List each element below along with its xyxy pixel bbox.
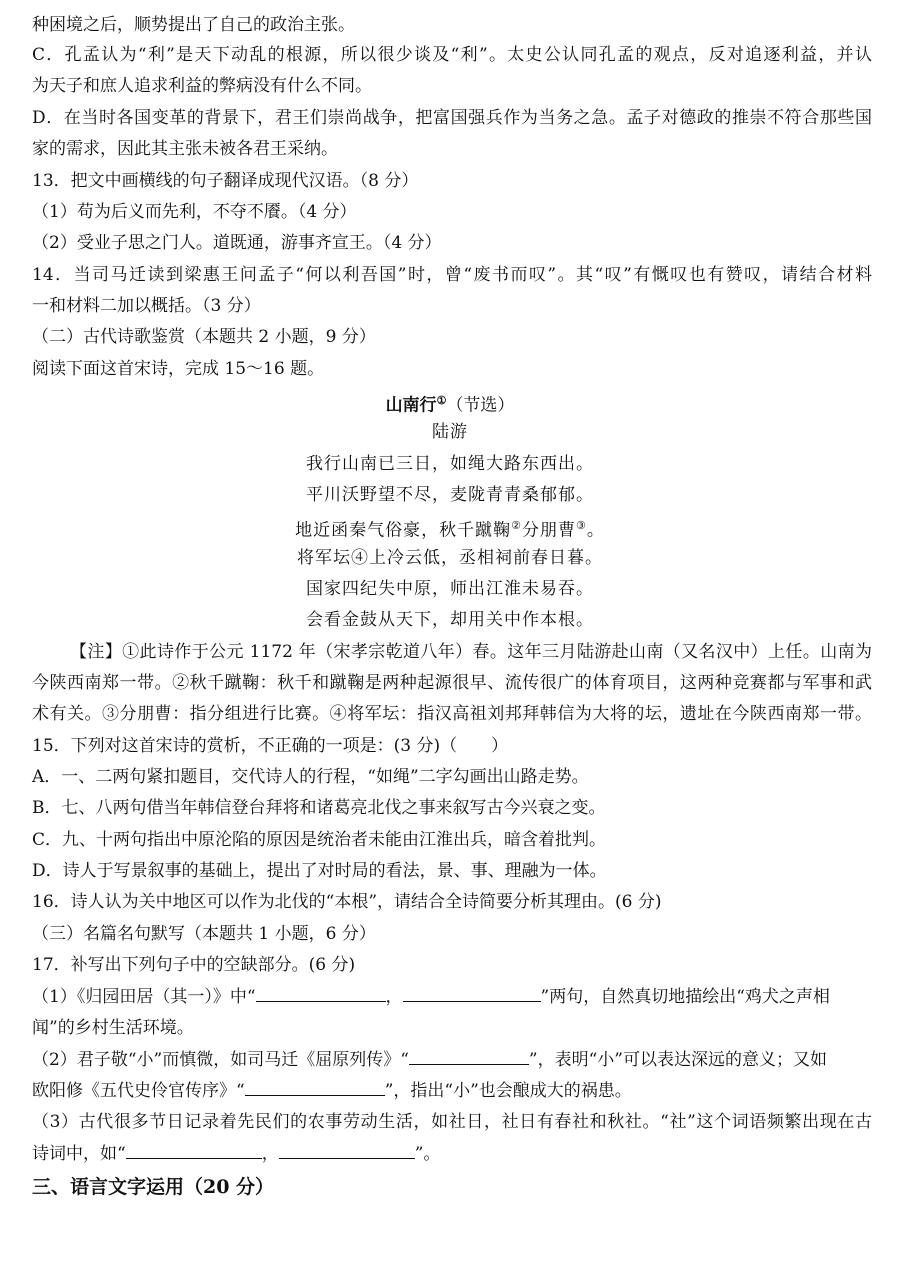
poem-verse-part: 地近函秦气俗豪，秋千蹴鞠 [295, 520, 512, 541]
answer-blank[interactable] [245, 1079, 385, 1096]
question-17: 17．补写出下列句子中的空缺部分。(6 分) [32, 955, 356, 975]
answer-blank[interactable] [256, 985, 386, 1002]
option-c: C．九、十两句指出中原沦陷的原因是统治者未能由江淮出兵，暗含着批判。 [32, 830, 607, 850]
question-14-line2: 一和材料二加以概括。（3 分） [32, 296, 261, 316]
poem-notes-line3: 术有关。③分朋曹：指分组进行比赛。④将军坛：指汉高祖刘邦拜韩信为大将的坛，遗址在今陕西南郑一带。 [32, 704, 872, 724]
poem-notes-line2: 今陕西南郑一带。②秋千蹴鞠：秋千和蹴鞠是两种起源很早、流传很广的体育项目，这两种竞赛都与军事和武 [32, 673, 872, 693]
text-part: ， [385, 987, 403, 1007]
note-mark: ③ [576, 519, 587, 532]
section-3-heading: （三）名篇名句默写（本题共 1 小题，6 分） [32, 924, 376, 944]
question-17-3-line2 [32, 1142, 872, 1165]
question-16: 16．诗人认为关中地区可以作为北伐的“本根”，请结合全诗简要分析其理由。(6 分) [32, 892, 662, 912]
section-3-title: 三、语言文字运用（20 分） [32, 1176, 275, 1198]
poem-verse-part: 。 [586, 520, 605, 541]
option-d-line1: D．在当时各国变革的背景下，君王们崇尚战争，把富国强兵作为当务之急。孟子对德政的推崇不符合那些国 [32, 108, 872, 128]
text-part: ”两句，自然真切地描绘出“鸡犬之声相 [540, 987, 830, 1007]
text-part: ”，表明“小”可以表达深远的意义；又如 [528, 1050, 827, 1070]
poem-title [0, 390, 900, 417]
poem-verse: 国家四纪失中原，师出江淮未易吞。 [306, 579, 594, 599]
section-2-heading: （二）古代诗歌鉴赏（本题共 2 小题，9 分） [32, 327, 376, 347]
text-part: ”。 [414, 1144, 441, 1164]
poem-verse: 将军坛④上冷云低，丞相祠前春日暮。 [297, 548, 603, 568]
question-15: 15．下列对这首宋诗的赏析，不正确的一项是：(3 分)（ ） [32, 736, 509, 756]
option-d: D．诗人于写景叙事的基础上，提出了对时局的看法，景、事、理融为一体。 [32, 861, 607, 881]
poem-verse: 平川沃野望不尽，麦陇青青桑郁郁。 [306, 485, 594, 505]
note-mark: ① [436, 394, 447, 407]
answer-blank[interactable] [279, 1142, 415, 1159]
text-part: （2）君子敬“小”而慎微，如司马迁《屈原列传》“ [32, 1050, 409, 1070]
poem-verse: 我行山南已三日，如绳大路东西出。 [306, 454, 594, 474]
question-14-line1: 14．当司马迁读到梁惠王问孟子“何以利吾国”时，曾“废书而叹”。其“叹”有慨叹也有赞叹，请结合材料 [32, 265, 872, 285]
poem-title-text: 山南行 [385, 395, 437, 416]
poem-verse: 会看金鼓从天下，却用关中作本根。 [306, 610, 594, 630]
text-part: 诗词中，如“ [32, 1144, 126, 1164]
option-d-line2: 家的需求，因此其主张未被各君王采纳。 [32, 139, 338, 159]
poem-notes-line1: 【注】①此诗作于公元 1172 年（宋孝宗乾道八年）春。这年三月陆游赴山南（又名汉中）上任。山南为 [70, 642, 872, 662]
answer-blank[interactable] [409, 1048, 529, 1065]
text-part: 欧阳修《五代史伶官传序》“ [32, 1081, 245, 1101]
question-17-2-line2 [32, 1079, 872, 1102]
question-13: 13．把文中画横线的句子翻译成现代汉语。（8 分） [32, 171, 419, 191]
poem-title-suffix: （节选） [446, 395, 515, 416]
text-part: （1）《归园田居（其一）》中“ [32, 987, 256, 1007]
poem-instruction: 阅读下面这首宋诗，完成 15～16 题。 [32, 359, 325, 379]
option-a: A．一、二两句紧扣题目，交代诗人的行程，“如绳”二字勾画出山路走势。 [32, 767, 589, 787]
question-17-1-line1 [32, 985, 872, 1008]
poem-verse [0, 515, 900, 542]
poem-author: 陆游 [432, 422, 468, 442]
answer-blank[interactable] [126, 1142, 262, 1159]
question-17-1-line2: 闻”的乡村生活环境。 [32, 1018, 194, 1038]
text-part: ”，指出“小”也会酿成大的祸患。 [384, 1081, 632, 1101]
question-13-2: （2）受业子思之门人。道既通，游事齐宣王。（4 分） [32, 233, 442, 253]
question-17-3-line1: （3）古代很多节日记录着先民们的农事劳动生活，如社日，社日有春社和秋社。“社”这个词语频繁出现在古 [32, 1112, 872, 1132]
option-c-line1: C．孔孟认为“利”是天下动乱的根源，所以很少谈及“利”。太史公认同孔孟的观点，反对追逐利益，并认 [32, 45, 872, 65]
option-c-line2: 为天子和庶人追求利益的弊病没有什么不同。 [32, 76, 372, 96]
answer-blank[interactable] [403, 985, 541, 1002]
poem-verse-part: 分朋曹 [522, 520, 576, 541]
option-b: B．七、八两句借当年韩信登台拜将和诸葛亮北伐之事来叙写古今兴衰之变。 [32, 798, 606, 818]
question-17-2-line1 [32, 1048, 872, 1071]
text-part: ， [261, 1144, 279, 1164]
note-mark: ② [511, 519, 522, 532]
question-13-1: （1）苟为后义而先利，不夺不餍。（4 分） [32, 202, 357, 222]
text-line: 种困境之后，顺势提出了自己的政治主张。 [32, 15, 355, 35]
